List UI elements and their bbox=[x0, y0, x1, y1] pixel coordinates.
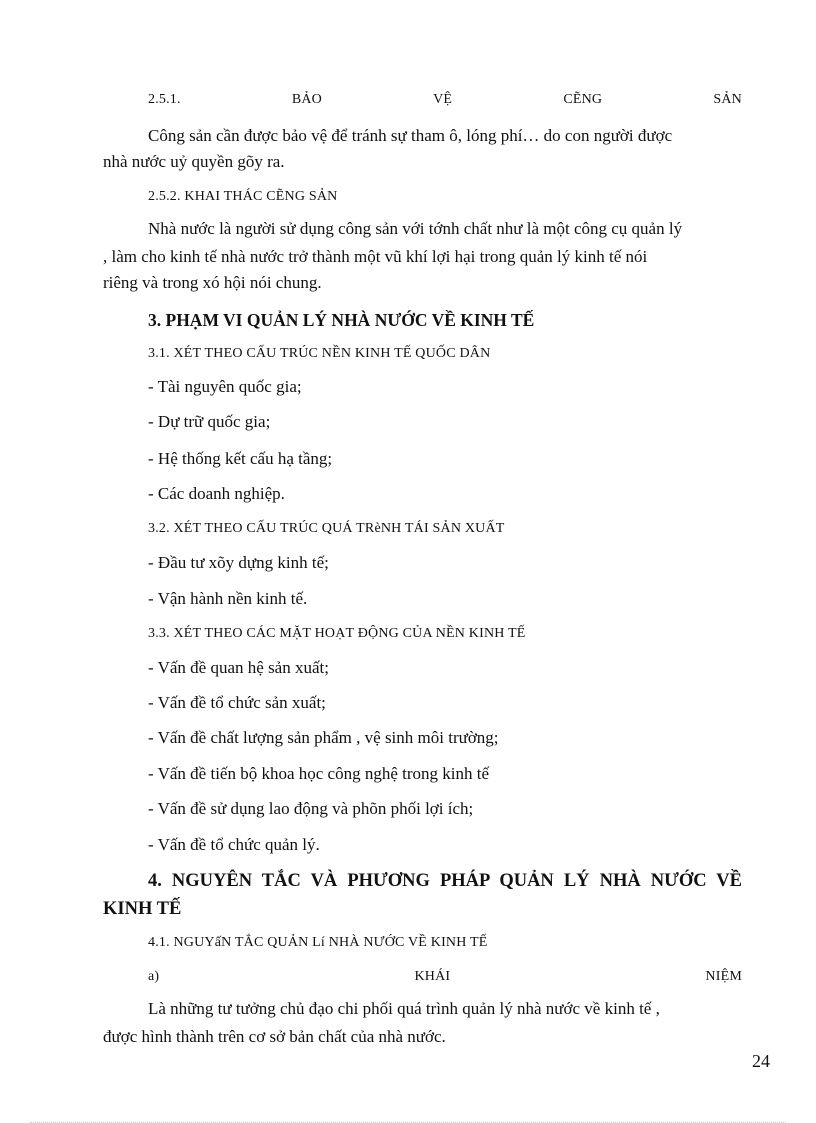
list-item: - Vấn đề sử dụng lao động và phõn phối lợi ích; bbox=[148, 799, 474, 818]
paragraph-line: , làm cho kinh tế nhà nước trở thành một vũ khí lợi hại trong quản lý kinh tế nói bbox=[103, 247, 648, 266]
paragraph-line: được hình thành trên cơ sở bản chất của nhà nước. bbox=[103, 1027, 446, 1046]
list-item: - Vấn đề quan hệ sản xuất; bbox=[148, 658, 329, 677]
paragraph-line: Nhà nước là người sử dụng công sản với tớnh chất như là một công cụ quản lý bbox=[148, 219, 683, 238]
heading-2-5-1-number: 2.5.1. bbox=[148, 92, 181, 107]
heading-2-5-1-word: SẢN bbox=[713, 92, 742, 107]
list-item: - Hệ thống kết cấu hạ tầng; bbox=[148, 449, 333, 468]
heading-2-5-2: 2.5.2. KHAI THÁC CẼNG SẢN bbox=[148, 189, 338, 204]
paragraph-line: riêng và trong xó hội nói chung. bbox=[103, 273, 322, 292]
heading-3-2: 3.2. XÉT THEO CẤU TRÚC QUÁ TRèNH TÁI SẢN XUẤT bbox=[148, 521, 505, 536]
paragraph-line: nhà nước uỷ quyền gõy ra. bbox=[103, 152, 285, 171]
heading-section-4-line2: KINH TẾ bbox=[103, 899, 182, 919]
heading-section-3: 3. PHẠM VI QUẢN LÝ NHÀ NƯỚC VỀ KINH TẾ bbox=[148, 310, 535, 330]
list-item: - Vấn đề tiến bộ khoa học công nghệ trong kinh tế bbox=[148, 764, 490, 783]
heading-3-3: 3.3. XÉT THEO CÁC MẶT HOẠT ĐỘNG CỦA NỀN KINH TẾ bbox=[148, 626, 526, 641]
list-item: - Vấn đề tổ chức sản xuất; bbox=[148, 693, 326, 712]
list-item: - Vấn đề chất lượng sản phẩm , vệ sinh môi trường; bbox=[148, 728, 499, 747]
heading-2-5-1-word: BẢO bbox=[291, 92, 322, 107]
list-item: - Các doanh nghiệp. bbox=[148, 484, 285, 503]
heading-a-word: KHÁI bbox=[414, 969, 451, 984]
list-item: - Vận hành nền kinh tế. bbox=[148, 589, 308, 608]
list-item: - Đầu tư xõy dựng kinh tế; bbox=[148, 553, 329, 572]
heading-4-1: 4.1. NGUYấN TẮC QUẢN Lí NHÀ NƯỚC VỀ KINH TẾ bbox=[148, 935, 488, 950]
heading-2-5-1 bbox=[148, 89, 742, 111]
page-number: 24 bbox=[752, 1051, 770, 1071]
heading-section-4-line1: 4. NGUYÊN TẮC VÀ PHƯƠNG PHÁP QUẢN LÝ NHÀ NƯỚC VỀ bbox=[148, 871, 742, 891]
list-item: - Tài nguyên quốc gia; bbox=[148, 377, 302, 396]
heading-section-4 bbox=[148, 870, 742, 892]
heading-a bbox=[148, 966, 742, 988]
heading-a-label: a) bbox=[148, 969, 160, 984]
heading-2-5-1-word: VỆ bbox=[433, 92, 453, 107]
list-item: - Vấn đề tổ chức quản lý. bbox=[148, 835, 320, 854]
paragraph-line: Công sản cần được bảo vệ để tránh sự tham ô, lóng phí… do con người được bbox=[148, 126, 673, 145]
heading-a-word: NIỆM bbox=[705, 969, 742, 984]
list-item: - Dự trữ quốc gia; bbox=[148, 412, 271, 431]
paragraph-line: Là những tư tưởng chủ đạo chi phối quá trình quản lý nhà nước về kinh tế , bbox=[148, 999, 660, 1018]
heading-3-1: 3.1. XÉT THEO CẤU TRÚC NỀN KINH TẾ QUỐC DÂN bbox=[148, 346, 491, 361]
heading-2-5-1-word: CẼNG bbox=[563, 92, 603, 107]
